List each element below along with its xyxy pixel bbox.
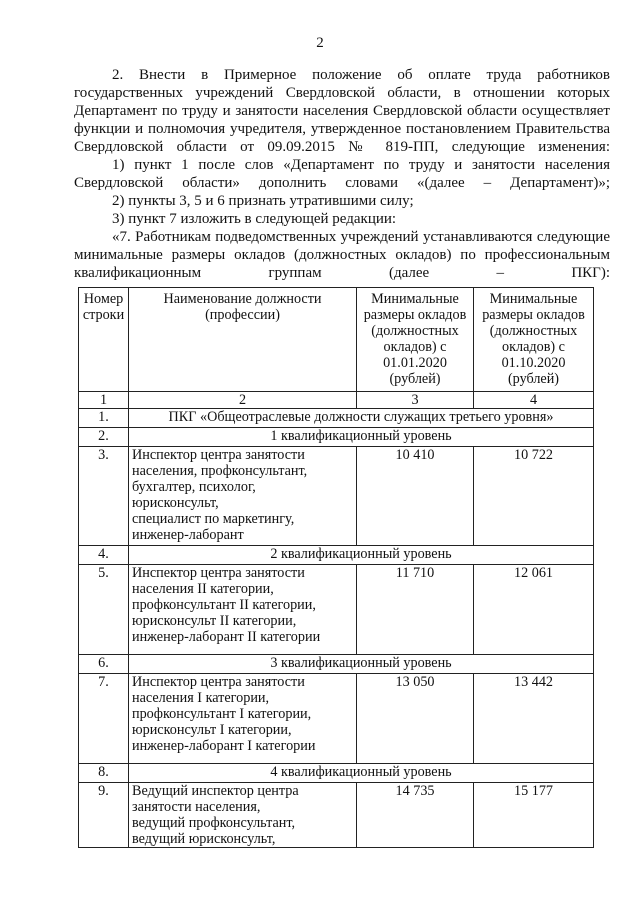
- position-names: Ведущий инспектор центра занятости населения, ведущий профконсультант, ведущий юрисконсульт,: [129, 783, 357, 848]
- position-names: Инспектор центра занятости населения, профконсультант, бухгалтер, психолог, юрисконсульт, специалист по маркетингу, инженер-лаборант: [129, 447, 357, 546]
- table-row: [79, 546, 594, 565]
- qualification-level: 1 квалификационный уровень: [129, 428, 594, 447]
- column-index: 1: [79, 392, 129, 409]
- position-names: Инспектор центра занятости населения II категории, профконсультант II категории, юрисконсульт II категории, инженер-лаборант II категории: [129, 565, 357, 655]
- paragraph-item-2: 2) пункты 3, 5 и 6 признать утратившими силу;: [112, 193, 414, 209]
- salary-value-2020-10: 13 442: [474, 674, 594, 764]
- row-number: 8.: [79, 764, 129, 783]
- column-index: 4: [474, 392, 594, 409]
- salary-table: [78, 287, 594, 848]
- paragraph-point-7: «7. Работникам подведомственных учреждений устанавливаются следующие минимальные размеры окладов (должностных окладов) по профессиональным квалификационным группам (далее – ПКГ):: [74, 229, 610, 281]
- group-title: ПКГ «Общеотраслевые должности служащих третьего уровня»: [129, 409, 594, 428]
- column-index-row: [79, 392, 594, 409]
- paragraph-item-3: 3) пункт 7 изложить в следующей редакции:: [112, 211, 397, 227]
- row-number: 7.: [79, 674, 129, 764]
- header-salary-2020-01: Минимальные размеры окладов (должностных окладов) с 01.01.2020 (рублей): [357, 288, 474, 392]
- salary-value-2020-01: 10 410: [357, 447, 474, 546]
- table-row: [79, 783, 594, 848]
- table-row: [79, 447, 594, 546]
- paragraph-amendment-intro: 2. Внести в Примерное положение об оплате труда работников государственных учреждений Свердловской области, в отношении которых Департамент по труду и занятости населения Свердловской области осуществляет функции и полномочия учредителя, утвержденное постановлением Правительства Свердловской области от 09.09.2015 № 819-ПП, следующие изменения:: [74, 67, 610, 155]
- salary-value-2020-01: 13 050: [357, 674, 474, 764]
- salary-value-2020-10: 12 061: [474, 565, 594, 655]
- paragraph-item-1: 1) пункт 1 после слов «Департамент по труду и занятости населения Свердловской области» дополнить словами «(далее – Департамент)»;: [74, 157, 610, 191]
- header-position-name: Наименование должности (профессии): [129, 288, 357, 392]
- header-salary-2020-10: Минимальные размеры окладов (должностных окладов) с 01.10.2020 (рублей): [474, 288, 594, 392]
- salary-value-2020-01: 11 710: [357, 565, 474, 655]
- row-number: 3.: [79, 447, 129, 546]
- row-number: 9.: [79, 783, 129, 848]
- table-row: [79, 565, 594, 655]
- salary-value-2020-10: 10 722: [474, 447, 594, 546]
- qualification-level: 2 квалификационный уровень: [129, 546, 594, 565]
- row-number: 5.: [79, 565, 129, 655]
- header-row-number: Номер строки: [79, 288, 129, 392]
- row-number: 6.: [79, 655, 129, 674]
- page-number: 2: [316, 35, 324, 51]
- row-number: 2.: [79, 428, 129, 447]
- row-number: 4.: [79, 546, 129, 565]
- column-index: 2: [129, 392, 357, 409]
- table-row: [79, 764, 594, 783]
- table-row: [79, 655, 594, 674]
- qualification-level: 4 квалификационный уровень: [129, 764, 594, 783]
- position-names: Инспектор центра занятости населения I категории, профконсультант I категории, юрисконсульт I категории, инженер-лаборант I категории: [129, 674, 357, 764]
- table-row: [79, 428, 594, 447]
- salary-value-2020-10: 15 177: [474, 783, 594, 848]
- salary-value-2020-01: 14 735: [357, 783, 474, 848]
- qualification-level: 3 квалификационный уровень: [129, 655, 594, 674]
- column-index: 3: [357, 392, 474, 409]
- row-number: 1.: [79, 409, 129, 428]
- table-header-row: [79, 288, 594, 392]
- table-row: [79, 409, 594, 428]
- table-row: [79, 674, 594, 764]
